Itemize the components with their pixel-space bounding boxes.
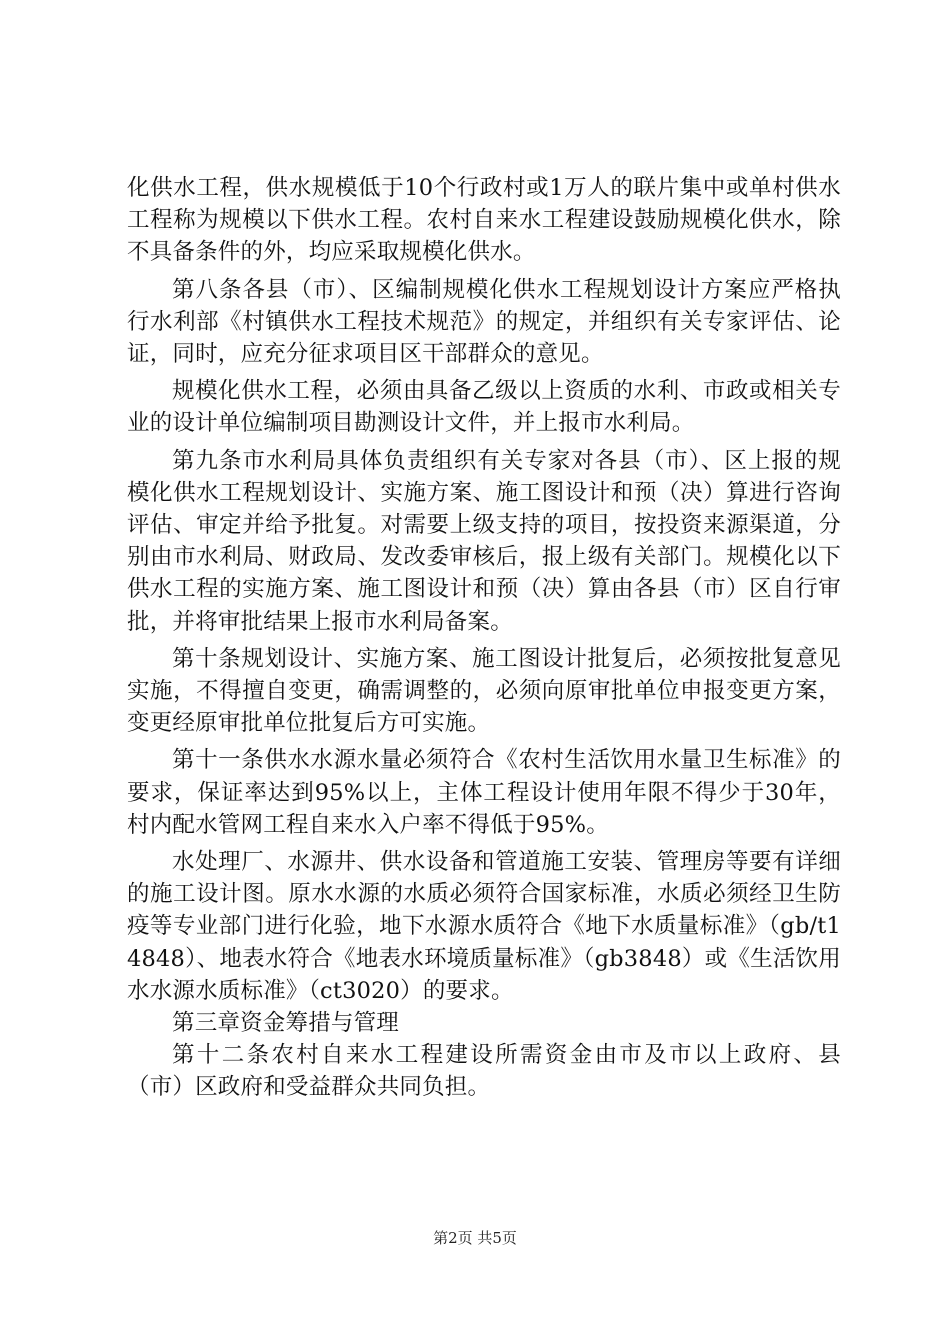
paragraph-water-treatment: 水处理厂、水源井、供水设备和管道施工安装、管理房等要有详细的施工设计图。原水水源的水质必须符合国家标准，水质必须经卫生防疫等专业部门进行化验，地下水源水质符合《地下水质量标准》（gb/t14848）、地表水符合《地表水环境质量标准》（gb3848）或《生活饮用水水源水质标准》（ct3020）的要求。 [127,849,841,1004]
document-body [127,172,841,1104]
page-footer: 第2页 共5页 [433,1229,517,1247]
paragraph-article-9: 第九条市水利局具体负责组织有关专家对各县（市）、区上报的规模化供水工程规划设计、实施方案、施工图设计和预（决）算进行咨询评估、审定并给予批复。对需要上级支持的项目，按投资来源渠道，分别由市水利局、财政局、发改委审核后，报上级有关部门。规模化以下供水工程的实施方案、施工图设计和预（决）算由各县（市）区自行审批，并将审批结果上报市水利局备案。 [127,447,841,635]
paragraph-design-unit: 规模化供水工程，必须由具备乙级以上资质的水利、市政或相关专业的设计单位编制项目勘测设计文件，并上报市水利局。 [127,378,841,437]
paragraph-article-11: 第十一条供水水源水量必须符合《农村生活饮用水量卫生标准》的要求，保证率达到95%以上，主体工程设计使用年限不得少于30年，村内配水管网工程自来水入户率不得低于95%。 [127,747,841,838]
paragraph-article-10: 第十条规划设计、实施方案、施工图设计批复后，必须按批复意见实施，不得擅自变更，确需调整的，必须向原审批单位申报变更方案，变更经原审批单位批复后方可实施。 [127,645,841,737]
chapter-heading: 第三章资金筹措与管理 [172,1010,400,1037]
paragraph-article-12: 第十二条农村自来水工程建设所需资金由市及市以上政府、县（市）区政府和受益群众共同负担。 [127,1042,841,1101]
paragraph-continuation: 化供水工程，供水规模低于10个行政村或1万人的联片集中或单村供水工程称为规模以下供水工程。农村自来水工程建设鼓励规模化供水，除不具备条件的外，均应采取规模化供水。 [127,175,841,266]
paragraph-article-8: 第八条各县（市）、区编制规模化供水工程规划设计方案应严格执行水利部《村镇供水工程技术规范》的规定，并组织有关专家评估、论证，同时，应充分征求项目区干部群众的意见。 [127,276,841,368]
